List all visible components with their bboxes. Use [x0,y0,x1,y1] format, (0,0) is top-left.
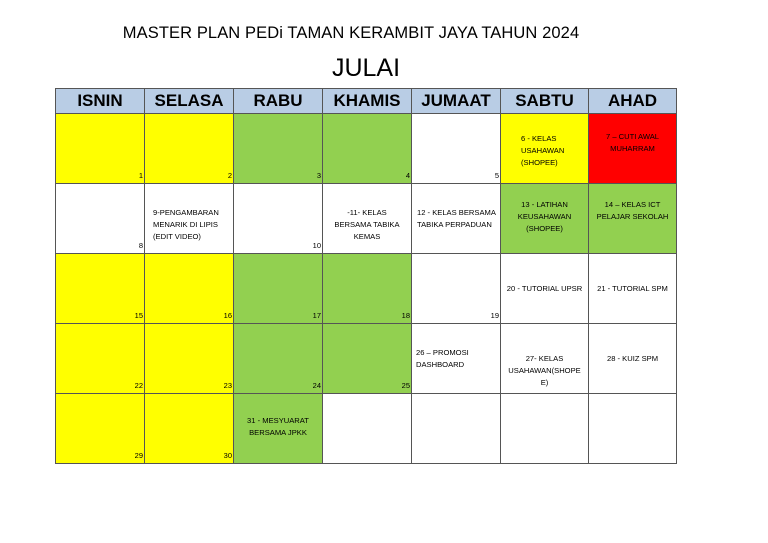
day-number: 2 [227,171,232,181]
day-number: 19 [490,311,499,321]
day-cell [234,324,323,394]
event-text: 26 – PROMOSI DASHBOARD [416,348,469,369]
day-cell [145,184,234,254]
day-cell [323,114,412,184]
day-cell [323,394,412,464]
day-number: 5 [494,171,499,181]
day-cell [501,184,589,254]
event-text: 21 - TUTORIAL SPM [597,284,668,293]
event-text: 7 – CUTI AWAL MUHARRAM [605,132,660,153]
event-text: -11- KELAS BERSAMA TABIKA KEMAS [334,208,400,241]
page-title: MASTER PLAN PEDi TAMAN KERAMBIT JAYA TAHUN 2024 [122,24,580,42]
weekday-header: AHAD [589,89,677,114]
weekday-header: KHAMIS [323,89,412,114]
day-number: 3 [316,171,321,181]
event-text: 31 - MESYUARAT BERSAMA JPKK [247,416,309,437]
day-cell [589,394,677,464]
day-number: 24 [312,381,321,391]
day-number: 23 [223,381,232,391]
weekday-header: RABU [234,89,323,114]
day-cell [145,324,234,394]
day-cell [501,394,589,464]
day-cell [412,114,501,184]
day-cell [234,114,323,184]
weekday-header: ISNIN [56,89,145,114]
day-cell [589,324,677,394]
day-cell [589,254,677,324]
day-number: 15 [134,311,143,321]
event-text: 14 – KELAS ICT PELAJAR SEKOLAH [596,200,669,221]
day-number: 30 [223,451,232,461]
week-row [56,184,677,254]
day-cell [145,394,234,464]
day-cell [412,394,501,464]
day-cell [323,324,412,394]
day-cell [145,254,234,324]
weekday-header: SABTU [501,89,589,114]
day-cell [56,394,145,464]
day-number: 18 [401,311,410,321]
week-row [56,114,677,184]
event-text: 27- KELAS USAHAWAN(SHOPE E) [508,354,581,387]
week-row [56,394,677,464]
day-number: 8 [138,241,143,251]
day-number: 22 [134,381,143,391]
weekday-header-row [56,89,677,114]
day-cell [412,254,501,324]
event-text: 20 - TUTORIAL UPSR [506,284,583,293]
day-cell [589,114,677,184]
day-cell [56,184,145,254]
day-cell [501,254,589,324]
week-row [56,324,677,394]
day-cell [412,324,501,394]
month-title: JULAI [331,54,401,82]
day-number: 16 [223,311,232,321]
day-number: 10 [312,241,321,251]
day-number: 17 [312,311,321,321]
event-text: 28 - KUIZ SPM [606,354,659,363]
day-cell [56,114,145,184]
day-cell [412,184,501,254]
event-text: 9-PENGAMBARAN MENARIK DI LIPIS (EDIT VIDEO) [153,208,219,241]
event-text: 13 - LATIHAN KEUSAHAWAN (SHOPEE) [517,200,572,233]
day-cell [323,184,412,254]
weekday-header: SELASA [145,89,234,114]
day-number: 1 [138,171,143,181]
day-cell [234,184,323,254]
day-cell [234,254,323,324]
day-cell [56,324,145,394]
day-number: 25 [401,381,410,391]
week-row [56,254,677,324]
day-number: 4 [405,171,410,181]
day-number: 29 [134,451,143,461]
day-cell [501,324,589,394]
day-cell [589,184,677,254]
event-text: 12 - KELAS BERSAMA TABIKA PERPADUAN [417,208,496,229]
day-cell [234,394,323,464]
day-cell [501,114,589,184]
calendar-table [55,88,677,464]
day-cell [145,114,234,184]
event-text: 6 - KELAS USAHAWAN (SHOPEE) [521,134,565,167]
weekday-header: JUMAAT [412,89,501,114]
day-cell [56,254,145,324]
day-cell [323,254,412,324]
